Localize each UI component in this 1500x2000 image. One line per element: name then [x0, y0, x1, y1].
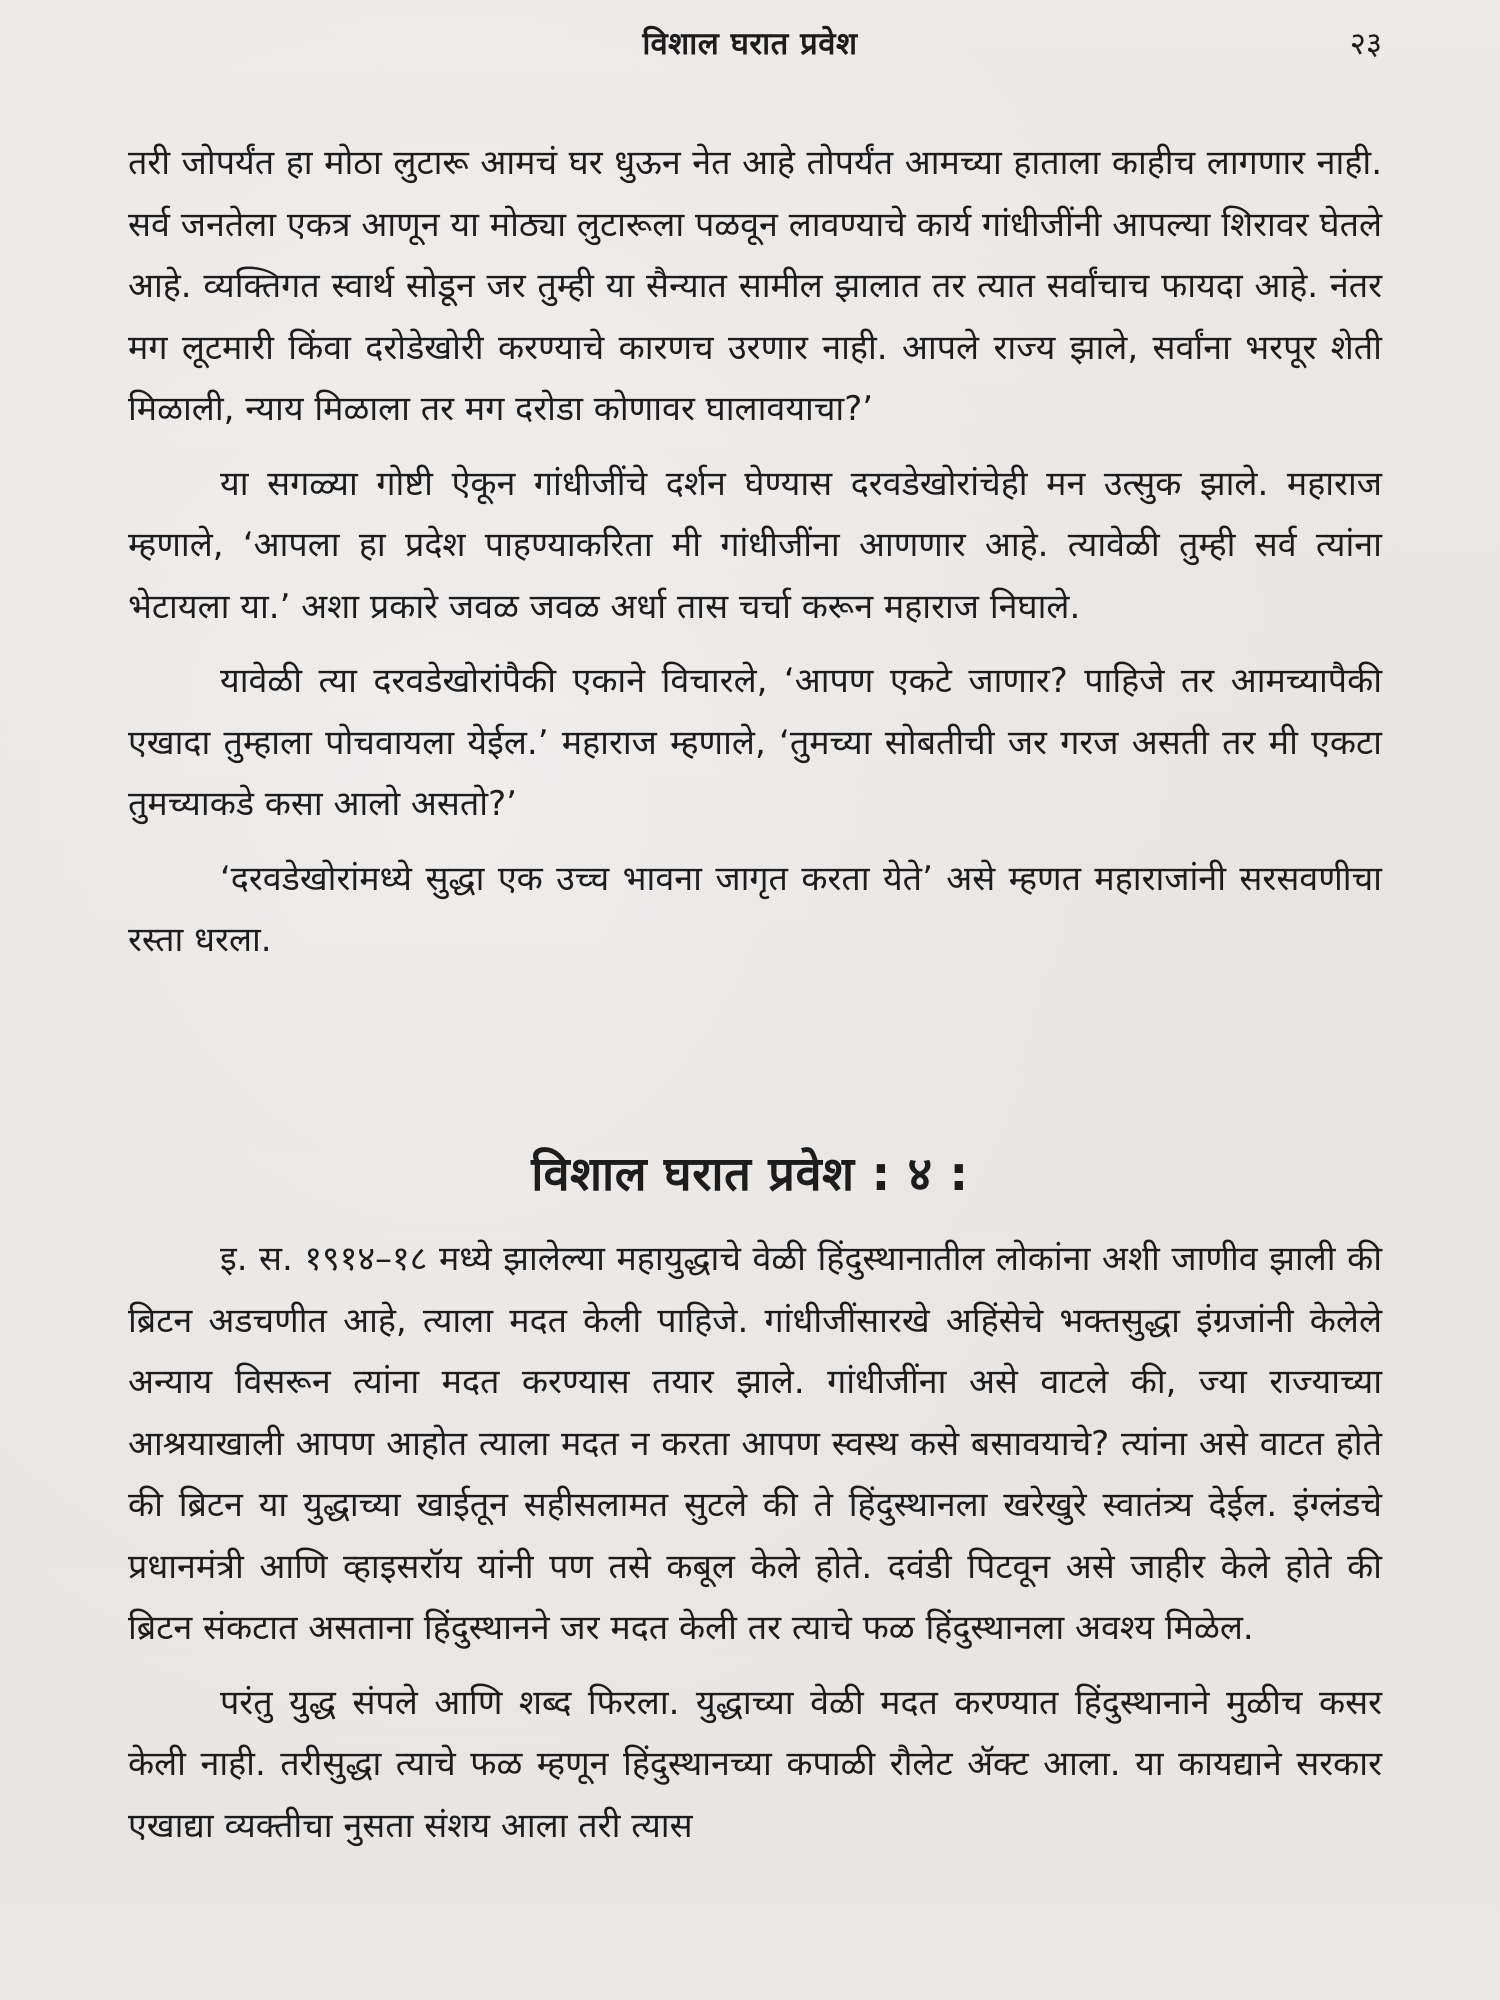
page-number: २३ [1349, 26, 1382, 62]
paragraph: तरी जोपर्यंत हा मोठा लुटारू आमचं घर धुऊन नेत आहे तोपर्यंत आमच्या हाताला काहीच लागणार नाही. सर्व जनतेला एकत्र आणून या मोठ्या लुटारूला पळवून लावण्याचे कार्य गांधीजींनी आपल्या शिरावर घेतले आहे. व्यक्तिगत स्वार्थ सोडून जर तुम्ही या सैन्यात सामील झालात तर त्यात सर्वांचाच फायदा आहे. नंतर मग लूटमारी किंवा दरोडेखोरी करण्याचे कारणच उरणार नाही. आपले राज्य झाले, सर्वांना भरपूर शेती मिळाली, न्याय मिळाला तर मग दरोडा कोणावर घालावयाचा?’ [128, 143, 1382, 429]
paragraph: ‘दरवडेखोरांमध्ये सुद्धा एक उच्च भावना जागृत करता येते’ असे म्हणत महाराजांनी सरसवणीचा रस्ता धरला. [128, 858, 1382, 960]
paragraph: इ. स. १९१४–१८ मध्ये झालेल्या महायुद्धाचे वेळी हिंदुस्थानातील लोकांना अशी जाणीव झाली की ब्रिटन अडचणीत आहे, त्याला मदत केली पाहिजे. गांधीजींसारखे अहिंसेचे भक्तसुद्धा इंग्रजांनी केलेले अन्याय विसरून त्यांना मदत करण्यास तयार झाले. गांधीजींना असे वाटले की, ज्या राज्याच्या आश्रयाखाली आपण आहोत त्याला मदत न करता आपण स्वस्थ कसे बसावयाचे? त्यांना असे वाटत होते की ब्रिटन या युद्धाच्या खाईतून सहीसलामत सुटले की ते हिंदुस्थानला खरेखुरे स्वातंत्र्य देईल. इंग्लंडचे प्रधानमंत्री आणि व्हाइसरॉय यांनी पण तसे कबूल केले होते. दवंडी पिटवून असे जाहीर केले होते की ब्रिटन संकटात असताना हिंदुस्थानने जर मदत केली तर त्याचे फळ हिंदुस्थानला अवश्य मिळेल. [128, 1239, 1382, 1648]
paragraph: या सगळ्या गोष्टी ऐकून गांधीजींचे दर्शन घेण्यास दरवडेखोरांचेही मन उत्सुक झाले. महाराज म्हणाले, ‘आपला हा प्रदेश पाहण्याकरिता मी गांधीजींना आणणार आहे. त्यावेळी तुम्ही सर्व त्यांना भेटायला या.’ अशा प्रकारे जवळ जवळ अर्धा तास चर्चा करून महाराज निघाले. [128, 463, 1382, 627]
section-heading: विशाल घरात प्रवेश : ४ : [531, 1147, 969, 1202]
running-head-title: विशाल घरात प्रवेश [642, 26, 858, 62]
running-head [0, 22, 1500, 72]
paragraph: परंतु युद्ध संपले आणि शब्द फिरला. युद्धाच्या वेळी मदत करण्यात हिंदुस्थानाने मुळीच कसर केली नाही. तरीसुद्धा त्याचे फळ म्हणून हिंदुस्थानच्या कपाळी रौलेट ॲक्ट आला. या कायद्याने सरकार एखाद्या व्यक्तीचा नुसता संशय आला तरी त्यास [128, 1682, 1382, 1846]
paragraph: यावेळी त्या दरवडेखोरांपैकी एकाने विचारले, ‘आपण एकटे जाणार? पाहिजे तर आमच्यापैकी एखादा तुम्हाला पोचवायला येईल.’ महाराज म्हणाले, ‘तुमच्या सोबतीची जर गरज असती तर मी एकटा तुमच्याकडे कसा आलो असतो?’ [128, 661, 1382, 824]
section-1-text [128, 133, 1382, 972]
section-2-text [128, 1229, 1382, 1857]
